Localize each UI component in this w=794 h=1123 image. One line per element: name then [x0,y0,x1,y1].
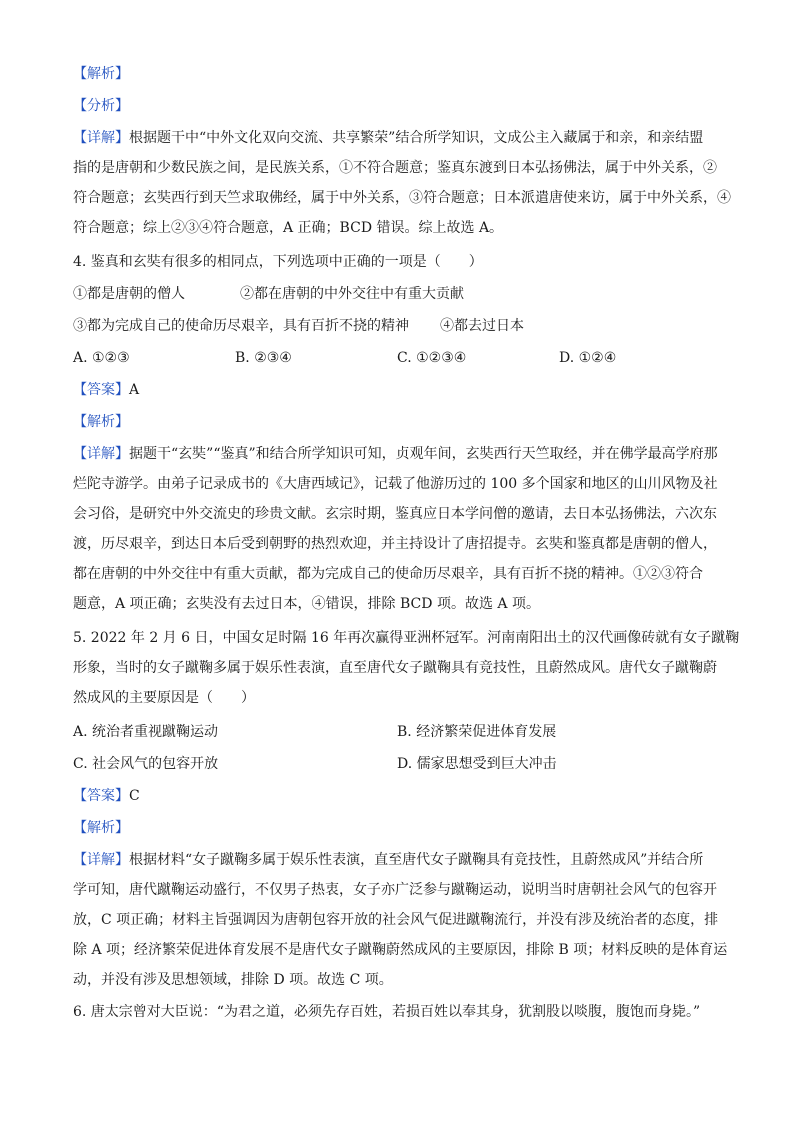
detail-tag: 【详解】 [73,852,129,868]
detail-line: 【详解】根据题干中“中外文化双向交流、共享繁荣”结合所学知识，文成公主入藏属于和亲，和亲结盟 [73,130,704,146]
option-b: B. ②③④ [235,350,292,366]
question-5-stem: 然成风的主要原因是（ ） [73,690,255,706]
detail-line: 指的是唐朝和少数民族之间，是民族关系，①不符合题意；鉴真东渡到日本弘扬佛法，属于中外关系，② [73,160,717,176]
detail-line: 动，并没有涉及思想领域，排除 D 项。故选 C 项。 [73,972,393,988]
option-c: C. ①②③④ [397,350,467,366]
question-5-stem: 形象，当时的女子蹴鞠多属于娱乐性表演，直至唐代女子蹴鞠具有竞技性，且蔚然成风。唐代女子蹴鞠蔚 [73,660,717,676]
option-b: B. 经济繁荣促进体育发展 [397,724,557,740]
answer-line [73,380,139,400]
detail-line: 渡，历尽艰辛，到达日本后受到朝野的热烈欢迎，并主持设计了唐招提寺。玄奘和鉴真都是唐朝的僧人， [73,536,717,552]
answer-tag: 【答案】 [73,788,129,804]
detail-line: 【详解】据题干“玄奘”“鉴真”和结合所学知识可知，贞观年间，玄奘西行天竺取经，并在佛学最高学府那 [73,446,718,462]
question-4-stem: 4. 鉴真和玄奘有很多的相同点，下列选项中正确的一项是（ ） [73,254,483,270]
answer-line [73,786,140,806]
detail-line: 学可知，唐代蹴鞠运动盛行，不仅男子热衷，女子亦广泛参与蹴鞠运动，说明当时唐朝社会风气的包容开 [73,882,717,898]
question-5-stem: 5. 2022 年 2 月 6 日，中国女足时隔 16 年再次赢得亚洲杯冠军。河南南阳出土的汉代画像砖就有女子蹴鞠 [73,630,740,646]
detail-line: 烂陀寺游学。由弟子记录成书的《大唐西域记》，记载了他游历过的 100 多个国家和地区的山川风物及社 [73,476,718,492]
answer-tag: 【答案】 [73,382,129,398]
fenxi-tag: 【分析】 [73,98,129,114]
analysis-tag: 【解析】 [73,414,129,430]
analysis-tag: 【解析】 [73,820,129,836]
option-d: D. ①②④ [559,350,617,366]
detail-line: 除 A 项；经济繁荣促进体育发展不是唐代女子蹴鞠蔚然成风的主要原因，排除 B 项；材料反映的是体育运 [73,942,728,958]
detail-line: 会习俗，是研究中外交流史的珍贵文献。玄宗时期，鉴真应日本学问僧的邀请，去日本弘扬佛法，六次东 [73,506,717,522]
analysis-tag: 【解析】 [73,66,129,82]
answer-value: C [129,788,140,804]
option-c: C. 社会风气的包容开放 [73,756,219,772]
detail-tag: 【详解】 [73,130,129,146]
detail-line: 【详解】根据材料“女子蹴鞠多属于娱乐性表演，直至唐代女子蹴鞠具有竞技性，且蔚然成风”并结合所 [73,852,704,868]
answer-value: A [129,382,140,398]
detail-line: 符合题意；玄奘西行到天竺求取佛经，属于中外关系，③符合题意；日本派遣唐使来访，属于中外关系，④ [73,190,731,206]
statement-1: ①都是唐朝的僧人 [73,286,185,302]
statement-3: ③都为完成自己的使命历尽艰辛，具有百折不挠的精神 [73,318,409,334]
detail-line: 放，C 项正确；材料主旨强调因为唐朝包容开放的社会风气促进蹴鞠流行，并没有涉及统治者的态度，排 [73,912,719,928]
statement-4: ④都去过日本 [440,318,524,334]
detail-line: 符合题意；综上②③④符合题意，A 正确；BCD 错误。综上故选 A。 [73,220,504,236]
option-d: D. 儒家思想受到巨大冲击 [397,756,557,772]
option-a: A. ①②③ [73,350,130,366]
detail-tag: 【详解】 [73,446,129,462]
question-6-stem: 6. 唐太宗曾对大臣说：“为君之道，必须先存百姓，若损百姓以奉其身，犹割股以啖腹，腹饱而身毙。” [73,1004,701,1020]
statement-2: ②都在唐朝的中外交往中有重大贡献 [240,286,464,302]
detail-line: 都在唐朝的中外交往中有重大贡献，都为完成自己的使命历尽艰辛，具有百折不挠的精神。①②③符合 [73,566,703,582]
option-a: A. 统治者重视蹴鞠运动 [73,724,219,740]
detail-line: 题意，A 项正确；玄奘没有去过日本，④错误，排除 BCD 项。故选 A 项。 [73,596,540,612]
